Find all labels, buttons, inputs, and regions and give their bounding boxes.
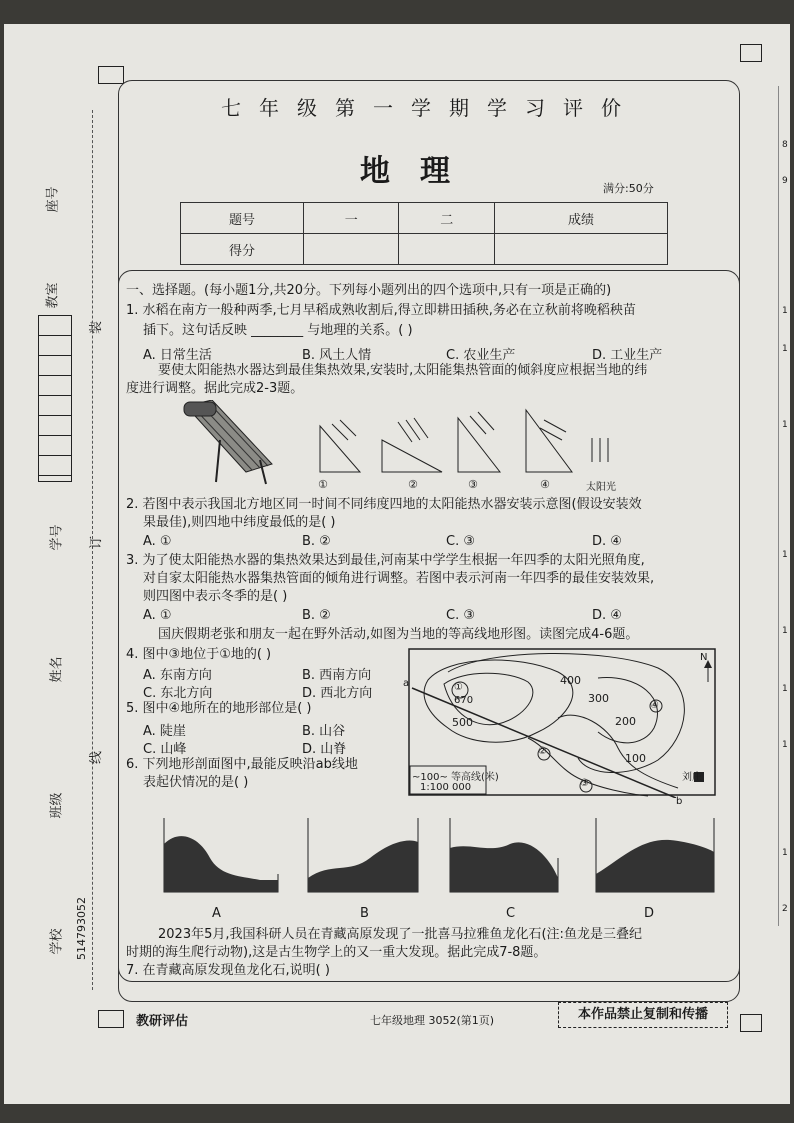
intro-2-3-cont: 度进行调整。据此完成2-3题。 [126, 381, 304, 396]
sunlight-arrows [592, 438, 608, 462]
q5-option-c: C. 山峰 [143, 742, 187, 757]
map-point-a: a [403, 678, 410, 689]
map-contour-500: 500 [452, 716, 473, 729]
edge-number: 1 [782, 306, 788, 316]
profile-label-a: A [212, 906, 221, 921]
footer-right-square [740, 1014, 762, 1032]
edge-number: 8 [782, 140, 788, 150]
intro-7-8-cont: 时期的海生爬行动物),这是古生物学上的又一重大发现。据此完成7-8题。 [126, 945, 547, 960]
fig-label-2: ② [408, 478, 418, 491]
edge-number: 1 [782, 848, 788, 858]
name-label: 姓名 [49, 656, 65, 683]
score-table [180, 202, 668, 265]
ding-mark: 订 [89, 535, 105, 550]
score-cell: 题号 [181, 203, 304, 234]
q5-option-b: B. 山谷 [302, 724, 346, 739]
profile-options [160, 818, 720, 898]
question-6-cont: 表起伏情况的是( ) [143, 775, 249, 790]
seat-label: 座号 [45, 186, 61, 213]
fig-label-3: ③ [468, 478, 478, 491]
question-4: 4. 图中③地位于①地的( ) [126, 647, 272, 662]
q4-option-d: D. 西北方向 [302, 686, 373, 701]
diagram-2 [382, 418, 442, 472]
map-contour-400: 400 [560, 674, 581, 687]
q2-option-a: A. ① [143, 534, 172, 549]
fig-label-1: ① [318, 478, 328, 491]
map-point-b: b [676, 796, 683, 807]
profile-label-b: B [360, 906, 369, 921]
profile-label-c: C [506, 906, 516, 921]
intro-7-8: 2023年5月,我国科研人员在青藏高原发现了一批喜马拉雅鱼龙化石(注:鱼龙是三叠纪 [158, 927, 642, 942]
question-2: 2. 若图中表示我国北方地区同一时间不同纬度四地的太阳能热水器安装示意图(假设安装效 [126, 497, 642, 512]
map-village-label: 刘庄 [682, 772, 702, 783]
profile-a [164, 818, 278, 892]
edge-number: 9 [782, 176, 788, 186]
question-3-cont: 对自家太阳能热水器集热管面的倾角进行调整。若图中表示河南一年四季的最佳安装效果, [143, 571, 655, 586]
xian-mark: 线 [89, 750, 105, 765]
diagram-4 [526, 410, 572, 472]
copyright-notice: 本作品禁止复制和传播 [558, 1002, 728, 1028]
exam-title: 七年级第一学期学习评价 [221, 96, 639, 120]
question-7: 7. 在青藏高原发现鱼龙化石,说明( ) [126, 963, 330, 978]
profile-label-d: D [644, 906, 655, 921]
school-label: 学校 [49, 928, 65, 955]
sunlight-label: 太阳光 [586, 482, 616, 493]
subject-title: 地理 [360, 154, 480, 189]
question-3-cont2: 则四图中表示冬季的是( ) [143, 589, 288, 604]
page-number: 七年级地理 3052(第1页) [370, 1014, 495, 1027]
question-5: 5. 图中④地所在的地形部位是( ) [126, 701, 312, 716]
diagram-3 [458, 412, 500, 472]
edge-number: 2 [782, 904, 788, 914]
map-contour-100: 100 [625, 752, 646, 765]
profile-d [596, 818, 714, 892]
paper-code: 514793052 [75, 897, 88, 960]
edge-number: 1 [782, 684, 788, 694]
q3-option-c: C. ③ [446, 608, 475, 623]
question-6: 6. 下列地形剖面图中,最能反映沿ab线地 [126, 757, 358, 772]
q4-option-c: C. 东北方向 [143, 686, 213, 701]
question-2-cont: 果最佳),则四地中纬度最低的是( ) [143, 515, 336, 530]
top-right-square [740, 44, 762, 62]
map-point-2: ② [538, 746, 547, 757]
score-cell: 成绩 [494, 203, 667, 234]
edge-number: 1 [782, 626, 788, 636]
map-legend-contour: ~100~ 等高线(米) [412, 772, 499, 783]
edge-number: 1 [782, 740, 788, 750]
map-point-1: ① [454, 682, 463, 693]
q3-option-a: A. ① [143, 608, 172, 623]
score-cell: 得分 [181, 234, 304, 265]
edge-number: 1 [782, 420, 788, 430]
q2-option-d: D. ④ [592, 534, 622, 549]
map-legend-scale: 1:100 000 [420, 782, 472, 793]
q5-option-d: D. 山脊 [302, 742, 347, 757]
map-north: N [700, 652, 708, 663]
footer-left-square [98, 1010, 124, 1028]
map-point-3: ③ [580, 778, 589, 789]
q1-option-a: A. 日常生活 [143, 348, 212, 363]
map-contour-200: 200 [615, 715, 636, 728]
next-page-edge [778, 86, 793, 926]
intro-2-3: 要使太阳能热水器达到最佳集热效果,安装时,太阳能集热管面的倾斜度应根据当地的纬 [158, 363, 648, 378]
q4-option-b: B. 西南方向 [302, 668, 372, 683]
q1-option-b: B. 风土人情 [302, 348, 372, 363]
map-point-4: ④ [650, 700, 659, 711]
zhuang-mark: 装 [89, 320, 105, 335]
full-score: 满分:50分 [603, 182, 654, 195]
binding-line [92, 110, 93, 990]
score-input[interactable] [494, 234, 667, 265]
map-peak-670: 670 [454, 695, 474, 706]
student-number-boxes [38, 315, 72, 482]
q5-option-a: A. 陡崖 [143, 724, 186, 739]
classroom-label: 教室 [45, 282, 61, 309]
q1-option-d: D. 工业生产 [592, 348, 663, 363]
map-contour-300: 300 [588, 692, 609, 705]
q2-option-c: C. ③ [446, 534, 475, 549]
class-label: 班级 [49, 792, 65, 819]
q4-option-a: A. 东南方向 [143, 668, 212, 683]
edge-number: 1 [782, 344, 788, 354]
q2-option-b: B. ② [302, 534, 331, 549]
solar-heater-illustration [184, 400, 272, 484]
q1-option-c: C. 农业生产 [446, 348, 516, 363]
profile-c [450, 818, 558, 892]
edge-number: 1 [782, 550, 788, 560]
student-no-label: 学号 [49, 524, 65, 551]
q3-option-b: B. ② [302, 608, 331, 623]
score-input[interactable] [399, 234, 494, 265]
diagram-1 [320, 420, 360, 472]
profile-b [308, 818, 418, 892]
solar-heater-figure [180, 400, 620, 492]
intro-4-6: 国庆假期老张和朋友一起在野外活动,如图为当地的等高线地形图。读图完成4-6题。 [158, 627, 639, 642]
question-3: 3. 为了使太阳能热水器的集热效果达到最佳,河南某中学学生根据一年四季的太阳光照角度, [126, 553, 645, 568]
question-1: 1. 水稻在南方一般种两季,七月早稻成熟收割后,得立即耕田插秧,务必在立秋前将晚稻秧苗 [126, 303, 636, 318]
question-1-cont: 插下。这句话反映 ________ 与地理的关系。( ) [143, 323, 413, 338]
q3-option-d: D. ④ [592, 608, 622, 623]
footer-left-text: 教研评估 [136, 1014, 189, 1029]
section-heading: 一、选择题。(每小题1分,共20分。下列每小题列出的四个选项中,只有一项是正确的) [126, 283, 612, 298]
score-cell: 一 [304, 203, 399, 234]
score-cell: 二 [399, 203, 494, 234]
fig-label-4: ④ [540, 478, 550, 491]
corner-square [98, 66, 124, 84]
score-input[interactable] [304, 234, 399, 265]
